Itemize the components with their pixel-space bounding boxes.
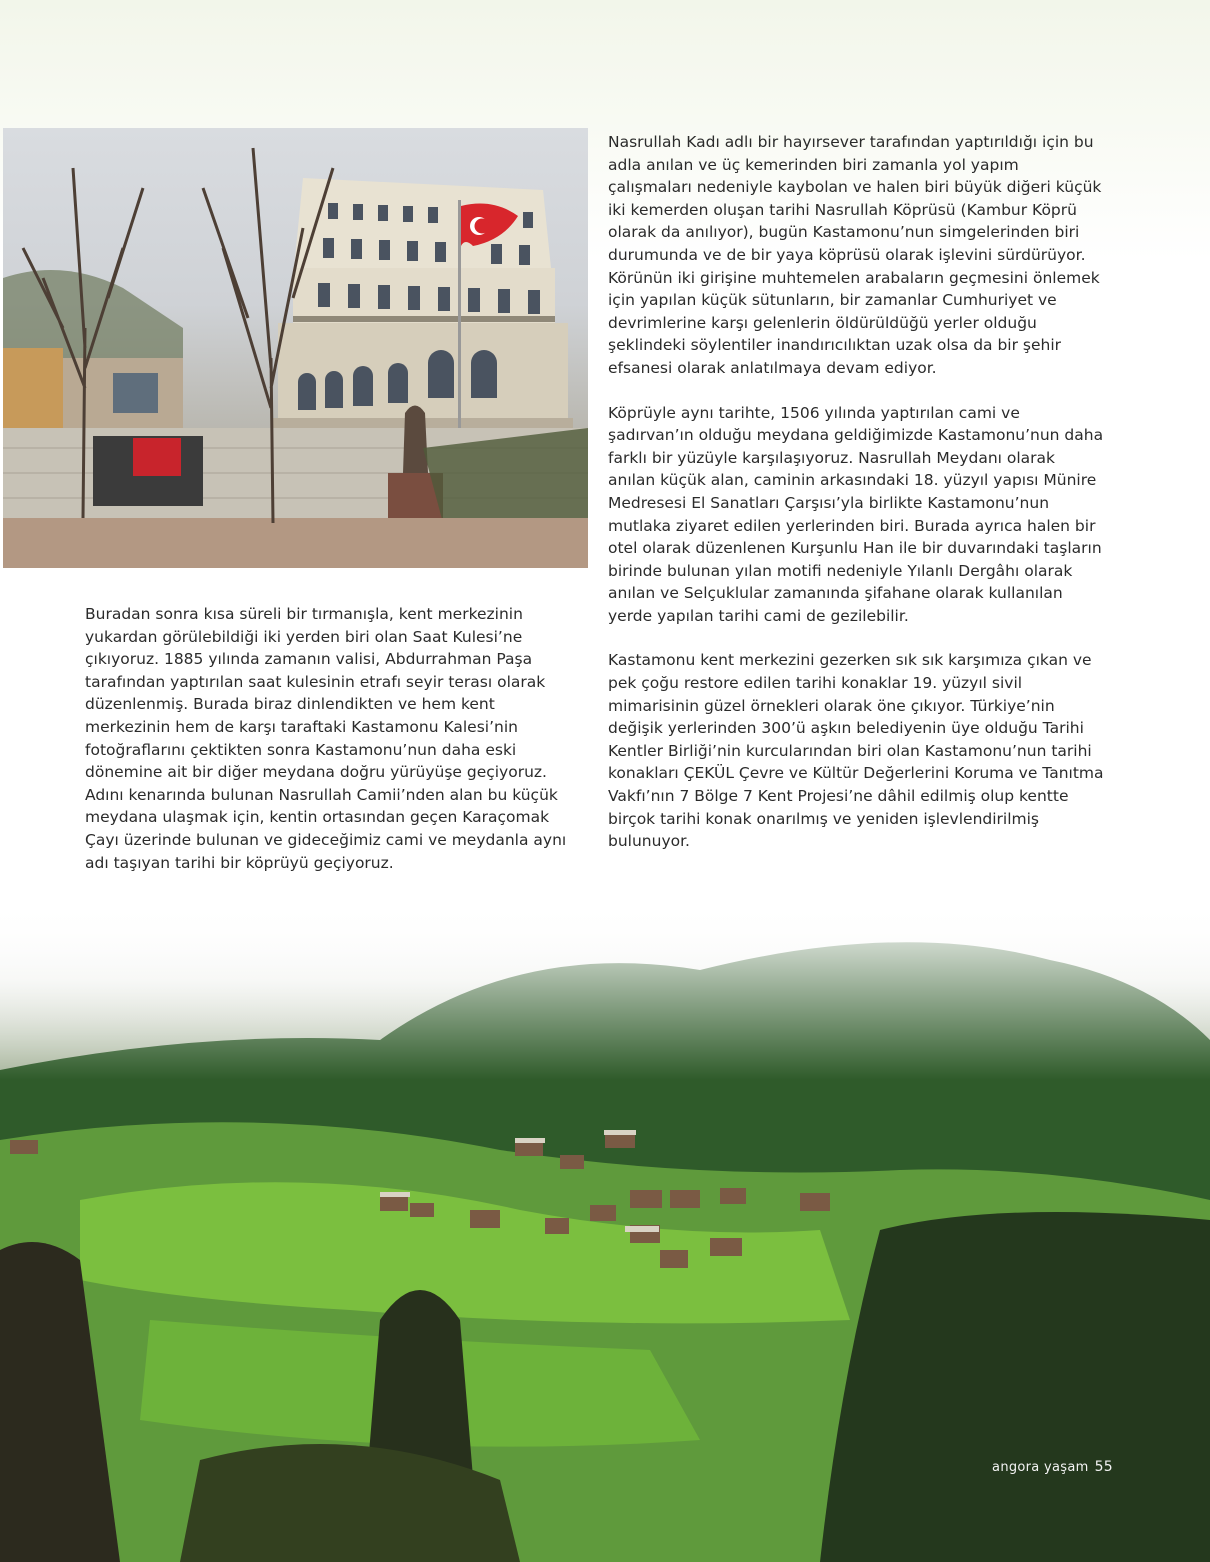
article-right-column [608,131,1106,875]
building-photo [3,128,588,568]
article-paragraph: Kastamonu kent merkezini gezerken sık sık karşımıza çıkan ve pek çoğu restore edilen tarihi konaklar 19. yüzyıl sivil mimarisinin güzel örnekleri olarak öne çıkıyor. Türkiye’nin değişik yerlerinden 300’ü aşkın belediyenin üye olduğu Tarihi Kentler Birliği’nin kurcularından biri olan Kastamonu’nun tarihi konakları ÇEKÜL Çevre ve Kültür Değerlerini Koruma ve Tanıtma Vakfı’nın 7 Bölge 7 Kent Projesi’ne dâhil edilmiş olup kentte birçok tarihi konak onarılmış ve yeniden işlevlendirilmiş bulunuyor. [608,651,1104,851]
building-photo-illustration [3,128,588,568]
article-left-column [85,603,575,896]
page-number: 55 [1094,1459,1113,1475]
magazine-name: angora yaşam [992,1460,1089,1475]
page-footer [992,1459,1113,1475]
article-paragraph: Nasrullah Kadı adlı bir hayırsever tarafından yaptırıldığı için bu adla anılan ve üç kemerinden biri zamanla yol yapım çalışmaları nedeniyle kaybolan ve halen biri büyük diğeri küçük iki kemerden oluşan tarihi Nasrullah Köprüsü (Kambur Köprü olarak da anılıyor), bugün Kastamonu’nun simgelerinden biri durumunda ve de bir yaya köprüsü olarak işlevini sürdürüyor. Körünün iki girişine muhtemelen arabaların geçmesini önlemek için yapılan küçük sütunların, bir zamanlar Cumhuriyet ve devrimlerine karşı gelenlerin öldürüldüğü yerler olduğu şeklindeki söylentiler inandırıcılıktan uzak olsa da bir şehir efsanesi olarak anlatılmaya devam ediyor. [608,133,1102,377]
article-paragraph: Köprüyle aynı tarihte, 1506 yılında yaptırılan cami ve şadırvan’ın olduğu meydana geldiğimizde Kastamonu’nun daha farklı bir yüzüyle karşılaşıyoruz. Nasrullah Meydanı olarak anılan küçük alan, caminin arkasındaki 18. yüzyıl yapısı Münire Medresesi El Sanatları Çarşısı’yla birlikte Kastamonu’nun mutlaka ziyaret edilen yerlerinden biri. Burada ayrıca halen bir otel olarak düzenlenen Kurşunlu Han ile bir duvarındaki taşların birinde bulunan yılan motifi nedeniyle Yılanlı Dergâhı olarak anılan ve Selçuklular zamanında şifahane olarak kullanılan yerde yapılan tarihi cami de gezilebilir. [608,403,1104,625]
article-paragraph: Buradan sonra kısa süreli bir tırmanışla, kent merkezinin yukardan görülebildiği iki yerden biri olan Saat Kulesi’ne çıkıyoruz. 1885 yılında zamanın valisi, Abdurrahman Paşa tarafından yaptırılan saat kulesinin etrafı seyir terası olarak düzenlenmiş. Burada biraz dinlendikten ve hem kent merkezinin hem de karşı taraftaki Kastamonu Kalesi’nin fotoğraflarını çektikten sonra Kastamonu’nun daha eski dönemine ait bir diğer meydana doğru yürüyüşe geçiyoruz. Adını kenarında bulunan Nasrullah Camii’nden alan bu küçük meydana ulaşmak için, kentin ortasından geçen Karaçomak Çayı üzerinde bulunan ve gideceğimiz cami ve meydanla aynı adı taşıyan tarihi bir köprüyü geçiyoruz. [85,605,567,872]
